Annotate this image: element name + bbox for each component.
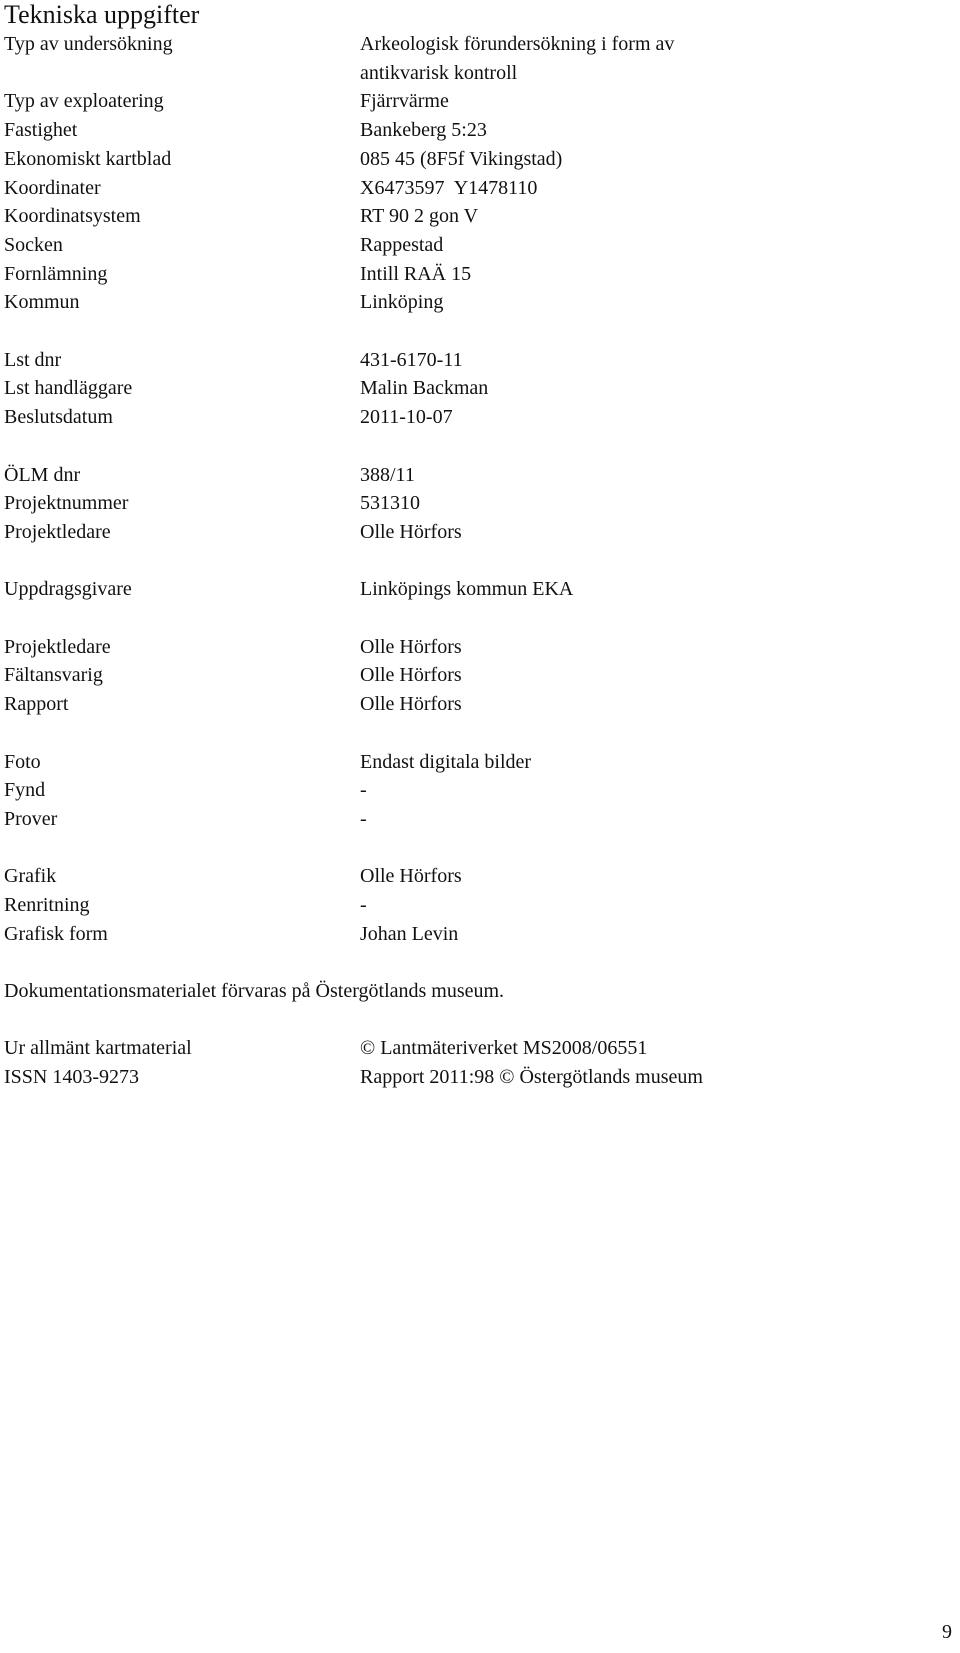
detail-label: Lst dnr	[4, 348, 62, 371]
detail-value: Intill RAÄ 15	[360, 262, 472, 285]
detail-label: Kommun	[4, 291, 80, 314]
detail-row-projektnummer	[4, 489, 944, 518]
detail-label: ISSN 1403-9273	[4, 1066, 140, 1089]
detail-row-uppdragsgivare	[4, 575, 944, 604]
detail-value: RT 90 2 gon V	[360, 205, 479, 228]
section-gap	[4, 547, 944, 576]
detail-label: Grafisk form	[4, 922, 108, 945]
detail-label: ÖLM dnr	[4, 463, 81, 486]
section-gap	[4, 719, 944, 748]
detail-row-fornlamning	[4, 260, 944, 289]
detail-row-renritning	[4, 891, 944, 920]
detail-label: Rapport	[4, 693, 69, 716]
detail-value: Arkeologisk förundersökning i form av antikvarisk kontroll	[360, 33, 675, 84]
section-gap	[4, 604, 944, 633]
detail-label: Projektnummer	[4, 492, 129, 515]
detail-label: Uppdragsgivare	[4, 578, 132, 601]
detail-row-koordinater	[4, 174, 944, 203]
detail-row-projektledare	[4, 518, 944, 547]
detail-label: Fastighet	[4, 119, 78, 142]
detail-value: Fjärrvärme	[360, 90, 449, 113]
detail-row-fynd	[4, 776, 944, 805]
technical-details	[4, 30, 944, 1092]
detail-value: 085 45 (8F5f Vikingstad)	[360, 147, 563, 170]
detail-value: Rappestad	[360, 233, 444, 256]
detail-row-kartblad	[4, 145, 944, 174]
detail-row-exploatering	[4, 87, 944, 116]
section-gap	[4, 1006, 944, 1035]
section-gap	[4, 834, 944, 863]
detail-row-olm-dnr	[4, 461, 944, 490]
detail-row-faltansvarig	[4, 661, 944, 690]
detail-value: 2011-10-07	[360, 406, 453, 429]
section-gap	[4, 948, 944, 977]
detail-label: Prover	[4, 807, 58, 830]
detail-label: Fynd	[4, 779, 46, 802]
detail-row-projektledare	[4, 633, 944, 662]
detail-value: Olle Hörfors	[360, 635, 462, 658]
detail-value: Linköpings kommun EKA	[360, 578, 574, 601]
detail-row-lst-handlaggare	[4, 374, 944, 403]
detail-label: Projektledare	[4, 635, 111, 658]
detail-value: -	[360, 807, 367, 830]
detail-label: Grafik	[4, 865, 57, 888]
detail-row-fastighet	[4, 116, 944, 145]
detail-value: Malin Backman	[360, 377, 489, 400]
detail-row-grafisk-form	[4, 920, 944, 949]
detail-label: Typ av exploatering	[4, 90, 164, 113]
detail-label: Koordinatsystem	[4, 205, 141, 228]
detail-label: Foto	[4, 750, 41, 773]
detail-label: Ekonomiskt kartblad	[4, 147, 172, 170]
detail-row-beslutsdatum	[4, 403, 944, 432]
detail-row-kartmaterial	[4, 1034, 944, 1063]
detail-row-foto	[4, 748, 944, 777]
detail-row-rapport	[4, 690, 944, 719]
detail-row-koordinatsystem	[4, 202, 944, 231]
detail-value: Linköping	[360, 291, 444, 314]
detail-row-undersokning	[4, 30, 944, 87]
detail-value: 531310	[360, 492, 420, 515]
detail-label: Beslutsdatum	[4, 406, 113, 429]
detail-row-issn	[4, 1063, 944, 1092]
detail-value: Endast digitala bilder	[360, 750, 532, 773]
detail-label: Renritning	[4, 894, 90, 916]
detail-label: Koordinater	[4, 176, 101, 199]
detail-value: X6473597 Y1478110	[360, 176, 538, 199]
page-number: 9	[942, 1621, 952, 1643]
detail-value: Bankeberg 5:23	[360, 119, 487, 142]
detail-label: Lst handläggare	[4, 377, 133, 400]
detail-row-prover	[4, 805, 944, 834]
detail-value: Johan Levin	[360, 922, 459, 945]
detail-label: Fältansvarig	[4, 664, 103, 687]
detail-label: Fornlämning	[4, 262, 108, 285]
detail-label: Socken	[4, 233, 63, 256]
detail-row-socken	[4, 231, 944, 260]
detail-value: -	[360, 779, 367, 802]
section-gap	[4, 317, 944, 346]
detail-row-lst-dnr	[4, 346, 944, 375]
detail-row-kommun	[4, 288, 944, 317]
detail-value: Rapport 2011:98 © Östergötlands museum	[360, 1066, 703, 1089]
detail-label: Typ av undersökning	[4, 33, 173, 55]
detail-value: Olle Hörfors	[360, 520, 462, 543]
section-gap	[4, 432, 944, 461]
detail-label: Projektledare	[4, 520, 111, 543]
storage-note: Dokumentationsmaterialet förvaras på Östergötlands museum.	[4, 980, 505, 1003]
detail-value: 388/11	[360, 463, 415, 486]
detail-value: 431-6170-11	[360, 348, 463, 371]
detail-label: Ur allmänt kartmaterial	[4, 1037, 192, 1060]
detail-value: Olle Hörfors	[360, 865, 462, 888]
page-title: Tekniska uppgifter	[4, 0, 200, 29]
detail-value: © Lantmäteriverket MS2008/06551	[360, 1037, 648, 1060]
detail-value: Olle Hörfors	[360, 664, 462, 687]
detail-value: Olle Hörfors	[360, 693, 462, 716]
detail-value: -	[360, 894, 367, 916]
detail-row-grafik	[4, 862, 944, 891]
